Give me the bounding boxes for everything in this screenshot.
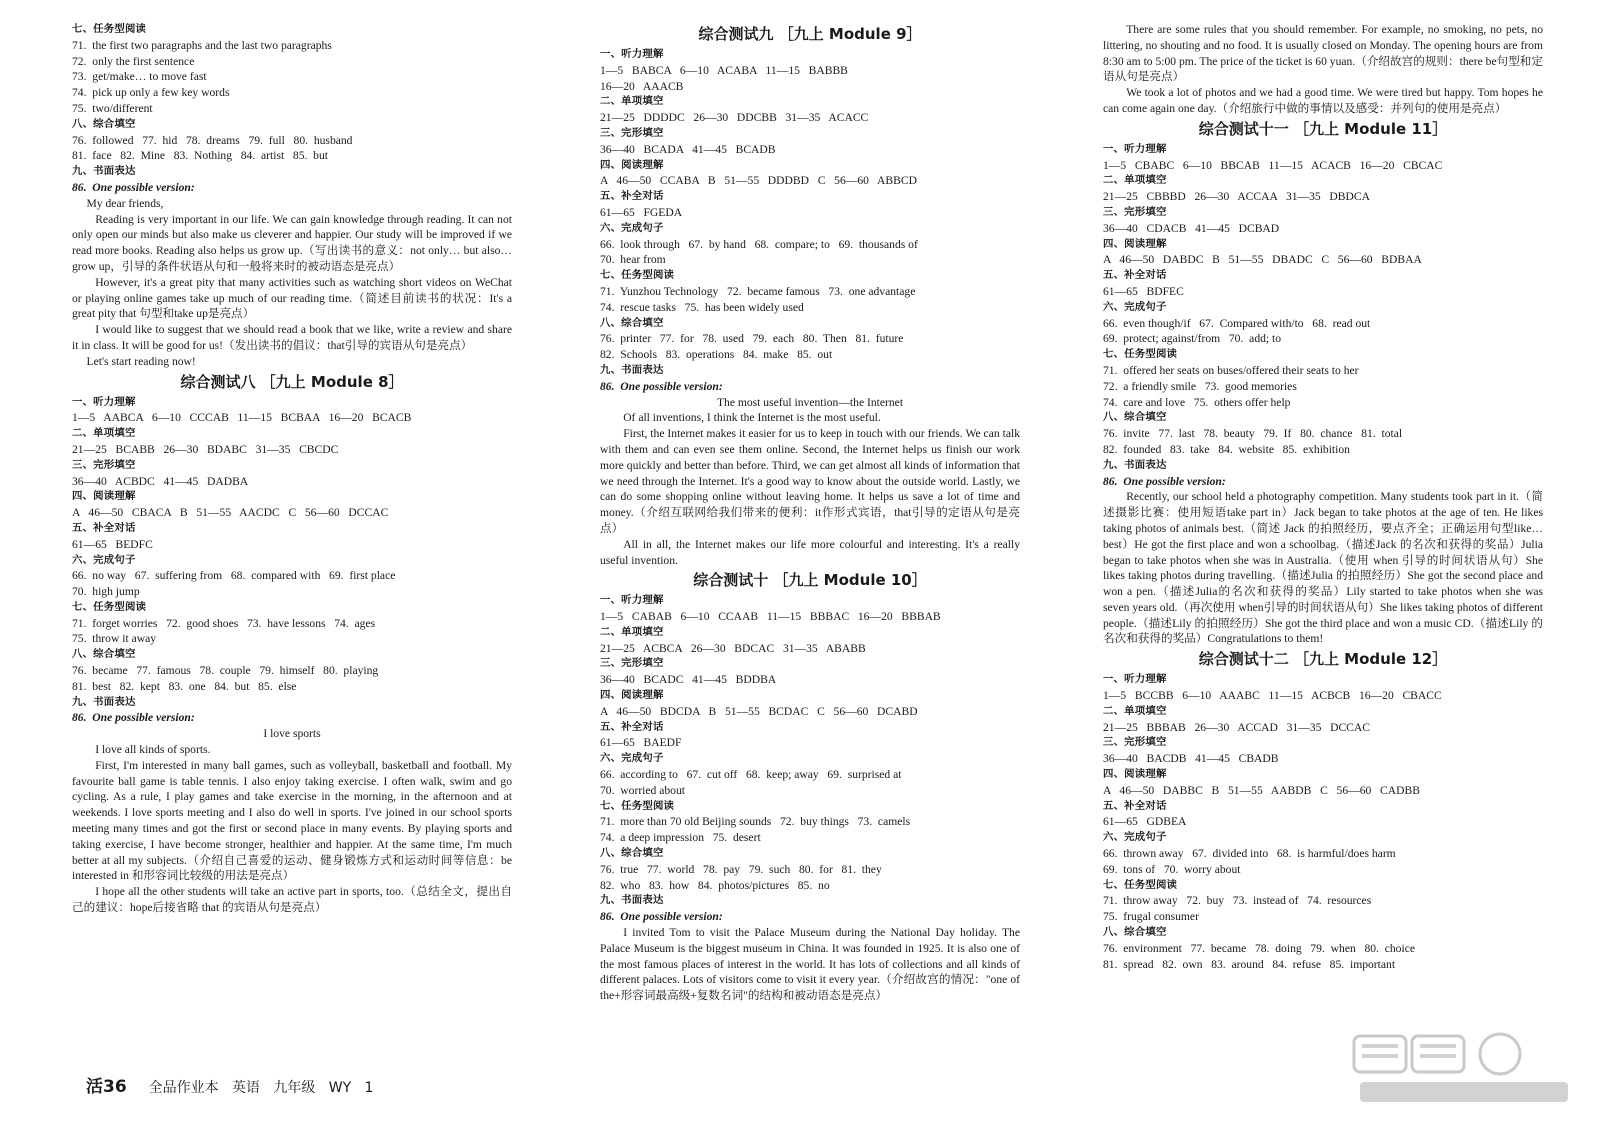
essay-paragraph: First, the Internet makes it easier for us to keep in touch with our friends. We can talk with them and can even see them online. Second, the Internet helps us finish our work more quickly and better than before. Third, we can get almost all kinds of information that we need through the Internet. It's a good way to know about the outside world. Lastly, we can do some shopping online without leaving home. It helps us save a lot of time and money.（介绍互联网给我们带来的便利：it作形式宾语，that引导的定语从句是亮点） xyxy=(600,427,1020,535)
section-heading: 六、完成句子 xyxy=(600,752,664,765)
answer-line: 70. worried about xyxy=(600,783,686,797)
section-heading: 二、单项填空 xyxy=(1103,704,1167,717)
test-title: 综合测试十一 ［九上 Module 11］ xyxy=(1198,119,1448,138)
section-heading: 九、书面表达 xyxy=(600,894,664,907)
section-heading: 七、任务型阅读 xyxy=(1103,348,1178,361)
section-heading: 六、完成句子 xyxy=(72,553,136,566)
section-heading: 六、完成句子 xyxy=(600,221,664,234)
answer-line: 61—65 BAEDF xyxy=(600,736,682,750)
answer-line: 71. throw away 72. buy 73. instead of 74. resources xyxy=(1103,894,1372,908)
essay-line: My dear friends, xyxy=(72,196,164,210)
essay-paragraph: First, I'm interested in many ball games, such as volleyball, basketball and football. My favourite ball game is table tennis. I also enjoy taking exercise. I often walk, swim and go cycling. As a rule, I play games and take exercise in the morning, in the afternoon and at weekends. I love sports meeting and I also do well in sports. I've joined in our school sports meeting many times and got the first or second place in many events. By playing sports and taking exercise, I have become stronger, healthier and happier. At the same time, I'm much better at all my subjects.（介绍自己喜爱的运动、健身锻炼方式和运动时间等信息：be interested in 和形容词比较级的用法是亮点） xyxy=(72,758,512,883)
answer-line: 1—5 BCCBB 6—10 AAABC 11—15 ACBCB 16—20 CBACC xyxy=(1103,689,1442,703)
answer-line: 1—5 BABCA 6—10 ACABA 11—15 BABBB xyxy=(600,63,848,77)
test-title: 综合测试十二 ［九上 Module 12］ xyxy=(1198,650,1448,669)
answer-line: 1—5 CBABC 6—10 BBCAB 11—15 ACACB 16—20 CBCAC xyxy=(1103,158,1443,172)
section-heading: 八、综合填空 xyxy=(72,117,136,130)
section-heading: 二、单项填空 xyxy=(1103,174,1167,187)
sample-label: 86. One possible version: xyxy=(72,180,195,194)
answer-line: 82. Schools 83. operations 84. make 85. out xyxy=(600,348,833,362)
answer-line: 81. face 82. Mine 83. Nothing 84. artist 85. but xyxy=(72,149,328,163)
section-heading: 八、综合填空 xyxy=(1103,926,1167,939)
essay-paragraph: Recently, our school held a photography competition. Many students took part in it.（简述摄影比赛：使用短语take part in）Jack began to take photos at the age of ten. He likes taking photos of animals best.（简述 Jack 的拍照经历，要点齐全；正确运用句型like… best）He got the first place and won a schoolbag.（描述Jack 的名次和获得的奖品）Julia began to take photos when she was in Australia.（使用 when 引导的时间状语从句）She likes taking photos during travelling.（描述Julia 的拍照经历）She got the second place and won a pen.（描述Julia的名次和获得的奖品）Lily started to take photos when she was seven years old.（再次使用 when引导的时间状语从句）She likes taking photos of different people.（描述Lily 的拍照经历）She got the third place and won a music CD.（描述Lily 的名次和获得的奖品）Congratulations to them! xyxy=(1103,490,1543,646)
answer-line: 66. no way 67. suffering from 68. compared with 69. first place xyxy=(72,569,396,583)
section-heading: 五、补全对话 xyxy=(1103,269,1167,282)
essay-paragraph: I invited Tom to visit the Palace Museum during the National Day holiday. The Palace Museum is the biggest museum in China. It was founded in 1925. It is also one of the most famous places of interest in the world. It has lots of collections and all kinds of different palaces. Lots of visitors come to visit it every year.（介绍故宫的情况："one of the+形容词最高级+复数名词"的结构和被动语态是亮点） xyxy=(600,926,1020,1003)
essay-paragraph: All in all, the Internet makes our life more colourful and interesting. It's a really useful invention. xyxy=(600,537,1020,567)
essay-line: Let's start reading now! xyxy=(72,354,196,368)
essay-paragraph: Reading is very important in our life. We can gain knowledge through reading. It can not only open our minds but also make us cleverer and happier. Our study will be improved if we read more books. Reading also helps us grow up.（写出读书的意义：not only… but also… grow up，引导的条件状语从句和一般将来时的被动语态是亮点） xyxy=(72,212,512,273)
answer-line: 74. pick up only a few key words xyxy=(72,86,230,100)
section-heading: 八、综合填空 xyxy=(600,847,664,860)
section-heading: 九、书面表达 xyxy=(1103,458,1167,471)
section-heading: 四、阅读理解 xyxy=(600,689,664,702)
answer-line: 66. thrown away 67. divided into 68. is harmful/does harm xyxy=(1103,847,1396,861)
answer-line: 72. only the first sentence xyxy=(72,54,195,68)
section-heading: 九、书面表达 xyxy=(72,695,136,708)
section-heading: 三、完形填空 xyxy=(1103,736,1167,749)
section-heading: 一、听力理解 xyxy=(600,48,664,60)
answer-line: 71. more than 70 old Beijing sounds 72. buy things 73. camels xyxy=(600,815,911,829)
essay-paragraph: I love all kinds of sports. xyxy=(95,743,211,757)
answer-line: 75. frugal consumer xyxy=(1103,910,1199,924)
section-heading: 六、完成句子 xyxy=(1103,831,1167,844)
essay-title: I love sports xyxy=(263,727,321,741)
answer-line: 74. rescue tasks 75. has been widely used xyxy=(600,300,804,314)
section-heading: 二、单项填空 xyxy=(600,625,664,638)
answer-line: 61—65 GDBEA xyxy=(1103,815,1187,829)
section-heading: 九、书面表达 xyxy=(600,363,664,376)
section-heading: 八、综合填空 xyxy=(72,648,136,661)
answer-line: 81. best 82. kept 83. one 84. but 85. else xyxy=(72,679,297,693)
essay-paragraph: I would like to suggest that we should read a book that we like, write a review and share it in class. It will be good for us!（发出读书的倡议：that引导的宾语从句是亮点） xyxy=(72,323,512,352)
answer-line: A 46—50 CBACA B 51—55 AACDC C 56—60 DCCAC xyxy=(72,506,389,520)
section-heading: 六、完成句子 xyxy=(1103,300,1167,313)
section-heading: 三、完形填空 xyxy=(600,126,664,139)
section-heading: 五、补全对话 xyxy=(1103,799,1167,812)
answer-column-middle xyxy=(600,22,1020,1004)
sample-label: 86. One possible version: xyxy=(600,379,723,393)
answer-line: 36—40 BCADA 41—45 BCADB xyxy=(600,142,776,156)
answer-line: 74. a deep impression 75. desert xyxy=(600,831,761,845)
answer-line: 76. true 77. world 78. pay 79. such 80. for 81. they xyxy=(600,862,882,876)
answer-line: 69. tons of 70. worry about xyxy=(1103,862,1241,876)
answer-line: 21—25 CBBBD 26—30 ACCAA 31—35 DBDCA xyxy=(1103,190,1371,204)
answer-line: 66. look through 67. by hand 68. compare; to 69. thousands of xyxy=(600,237,918,251)
answer-line: 16—20 AAACB xyxy=(600,79,684,93)
answer-line: 76. printer 77. for 78. used 79. each 80. Then 81. future xyxy=(600,332,904,346)
footer-text: 全品作业本 英语 九年级 WY 1 xyxy=(148,1080,374,1096)
answer-line: 21—25 BCABB 26—30 BDABC 31—35 CBCDC xyxy=(72,442,339,456)
answer-line: 36—40 BCADC 41—45 BDDBA xyxy=(600,673,777,687)
answer-line: A 46—50 DABDC B 51—55 DBADC C 56—60 BDBAA xyxy=(1103,253,1422,267)
answer-line: 76. environment 77. became 78. doing 79. when 80. choice xyxy=(1103,941,1415,955)
section-heading: 七、任务型阅读 xyxy=(600,269,675,282)
answer-line: 75. throw it away xyxy=(72,632,157,646)
section-heading: 七、任务型阅读 xyxy=(72,600,147,613)
essay-title: The most useful invention—the Internet xyxy=(716,395,904,409)
answer-line: 36—40 ACBDC 41—45 DADBA xyxy=(72,474,249,488)
answer-line: 76. became 77. famous 78. couple 79. himself 80. playing xyxy=(72,664,379,678)
answer-line: 1—5 AABCA 6—10 CCCAB 11—15 BCBAA 16—20 BCACB xyxy=(72,411,412,425)
essay-paragraph: I hope all the other students will take an active part in sports, too.（总结全文，提出自己的建议：hope后接省略 that 的宾语从句是亮点） xyxy=(72,885,512,915)
answer-line: 71. the first two paragraphs and the last two paragraphs xyxy=(72,38,332,52)
test-title: 综合测试九 ［九上 Module 9］ xyxy=(698,25,922,43)
section-heading: 八、综合填空 xyxy=(1103,411,1167,424)
essay-paragraph: However, it's a great pity that many activities such as watching short videos on WeChat or playing online games take up much of our reading time.（简述目前读书的状况：It's a great pity that 句型和take up是亮点） xyxy=(72,275,512,321)
answer-line: 82. who 83. how 84. photos/pictures 85. no xyxy=(600,878,830,892)
section-heading: 三、完形填空 xyxy=(1103,205,1167,218)
answer-line: 66. according to 67. cut off 68. keep; away 69. surprised at xyxy=(600,768,902,782)
section-heading: 七、任务型阅读 xyxy=(1103,878,1178,891)
section-heading: 三、完形填空 xyxy=(600,657,664,670)
answer-line: 74. care and love 75. others offer help xyxy=(1103,395,1291,409)
answer-line: A 46—50 CCABA B 51—55 DDDBD C 56—60 ABBCD xyxy=(600,174,917,188)
section-heading: 三、完形填空 xyxy=(72,458,136,471)
section-heading: 四、阅读理解 xyxy=(1103,768,1167,781)
answer-line: 36—40 BACDB 41—45 CBADB xyxy=(1103,752,1279,766)
essay-paragraph: Of all inventions, I think the Internet is the most useful. xyxy=(623,411,881,425)
answer-line: 71. forget worries 72. good shoes 73. have lessons 74. ages xyxy=(72,616,376,630)
answer-line: A 46—50 BDCDA B 51—55 BCDAC C 56—60 DCABD xyxy=(600,704,918,718)
section-heading: 七、任务型阅读 xyxy=(72,23,147,35)
answer-line: 82. founded 83. take 84. website 85. exhibition xyxy=(1103,442,1350,456)
test-title: 综合测试十 ［九上 Module 10］ xyxy=(693,571,927,590)
sample-label: 86. One possible version: xyxy=(72,711,195,725)
page-number: 活36 xyxy=(86,1077,127,1097)
answer-line: 76. followed 77. hid 78. dreams 79. full 80. husband xyxy=(72,133,353,147)
section-heading: 一、听力理解 xyxy=(600,594,664,607)
answer-line: 70. high jump xyxy=(72,585,140,599)
answer-line: A 46—50 DABBC B 51—55 AABDB C 56—60 CADBB xyxy=(1103,783,1420,797)
section-heading: 五、补全对话 xyxy=(600,720,664,733)
section-heading: 五、补全对话 xyxy=(600,190,664,203)
section-heading: 七、任务型阅读 xyxy=(600,799,675,812)
answer-line: 71. offered her seats on buses/offered their seats to her xyxy=(1103,363,1359,377)
answer-line: 75. two/different xyxy=(72,101,153,115)
answer-line: 76. invite 77. last 78. beauty 79. If 80. chance 81. total xyxy=(1103,427,1403,441)
section-heading: 一、听力理解 xyxy=(1103,673,1167,686)
answer-line: 21—25 BBBAB 26—30 ACCAD 31—35 DCCAC xyxy=(1103,720,1371,734)
test-title: 综合测试八 ［九上 Module 8］ xyxy=(180,372,404,391)
page-footer xyxy=(86,1072,373,1097)
section-heading: 一、听力理解 xyxy=(72,395,136,408)
answer-line: 21—25 ACBCA 26—30 BDCAC 31—35 ABABB xyxy=(600,641,866,655)
section-heading: 四、阅读理解 xyxy=(600,158,664,171)
answer-column-right xyxy=(1103,22,1543,972)
answer-line: 66. even though/if 67. Compared with/to 68. read out xyxy=(1103,316,1371,330)
section-heading: 五、补全对话 xyxy=(72,521,136,534)
answer-line: 73. get/make… to move fast xyxy=(72,70,207,84)
section-heading: 八、综合填空 xyxy=(600,316,664,329)
answer-line: 81. spread 82. own 83. around 84. refuse 85. important xyxy=(1103,957,1396,971)
answer-line: 70. hear from xyxy=(600,253,666,267)
section-heading: 四、阅读理解 xyxy=(72,490,136,503)
watermark-logo xyxy=(1350,1032,1580,1108)
essay-paragraph: We took a lot of photos and we had a good time. We were tired but happy. Tom hopes he can come again one day.（介绍旅行中做的事情以及感受：并列句的使用是亮点） xyxy=(1103,86,1543,115)
section-heading: 二、单项填空 xyxy=(72,427,136,440)
answer-line: 61—65 BDFEC xyxy=(1103,284,1184,298)
answer-line: 61—65 BEDFC xyxy=(72,537,153,551)
answer-line: 72. a friendly smile 73. good memories xyxy=(1103,379,1297,393)
answer-line: 1—5 CABAB 6—10 CCAAB 11—15 BBBAC 16—20 BBBAB xyxy=(600,610,941,624)
answer-line: 69. protect; against/from 70. add; to xyxy=(1103,332,1282,346)
answer-column-left xyxy=(72,22,512,916)
answer-line: 21—25 DDDDC 26—30 DDCBB 31—35 ACACC xyxy=(600,111,869,125)
section-heading: 九、书面表达 xyxy=(72,165,136,178)
essay-paragraph: There are some rules that you should remember. For example, no smoking, no pets, no littering, no shouting and no food. It is usually closed on Monday. The opening hours are from 8:30 am to 5:00 pm. The price of the ticket is 60 yuan.（介绍故宫的规则：there be句型和定语从句是亮点） xyxy=(1103,23,1543,84)
section-heading: 一、听力理解 xyxy=(1103,142,1167,155)
answer-line: 36—40 CDACB 41—45 DCBAD xyxy=(1103,221,1280,235)
section-heading: 四、阅读理解 xyxy=(1103,237,1167,250)
sample-label: 86. One possible version: xyxy=(600,910,723,924)
answer-line: 61—65 FGEDA xyxy=(600,205,683,219)
answer-line: 71. Yunzhou Technology 72. became famous 73. one advantage xyxy=(600,284,916,298)
section-heading: 二、单项填空 xyxy=(600,95,664,108)
sample-label: 86. One possible version: xyxy=(1103,474,1226,488)
